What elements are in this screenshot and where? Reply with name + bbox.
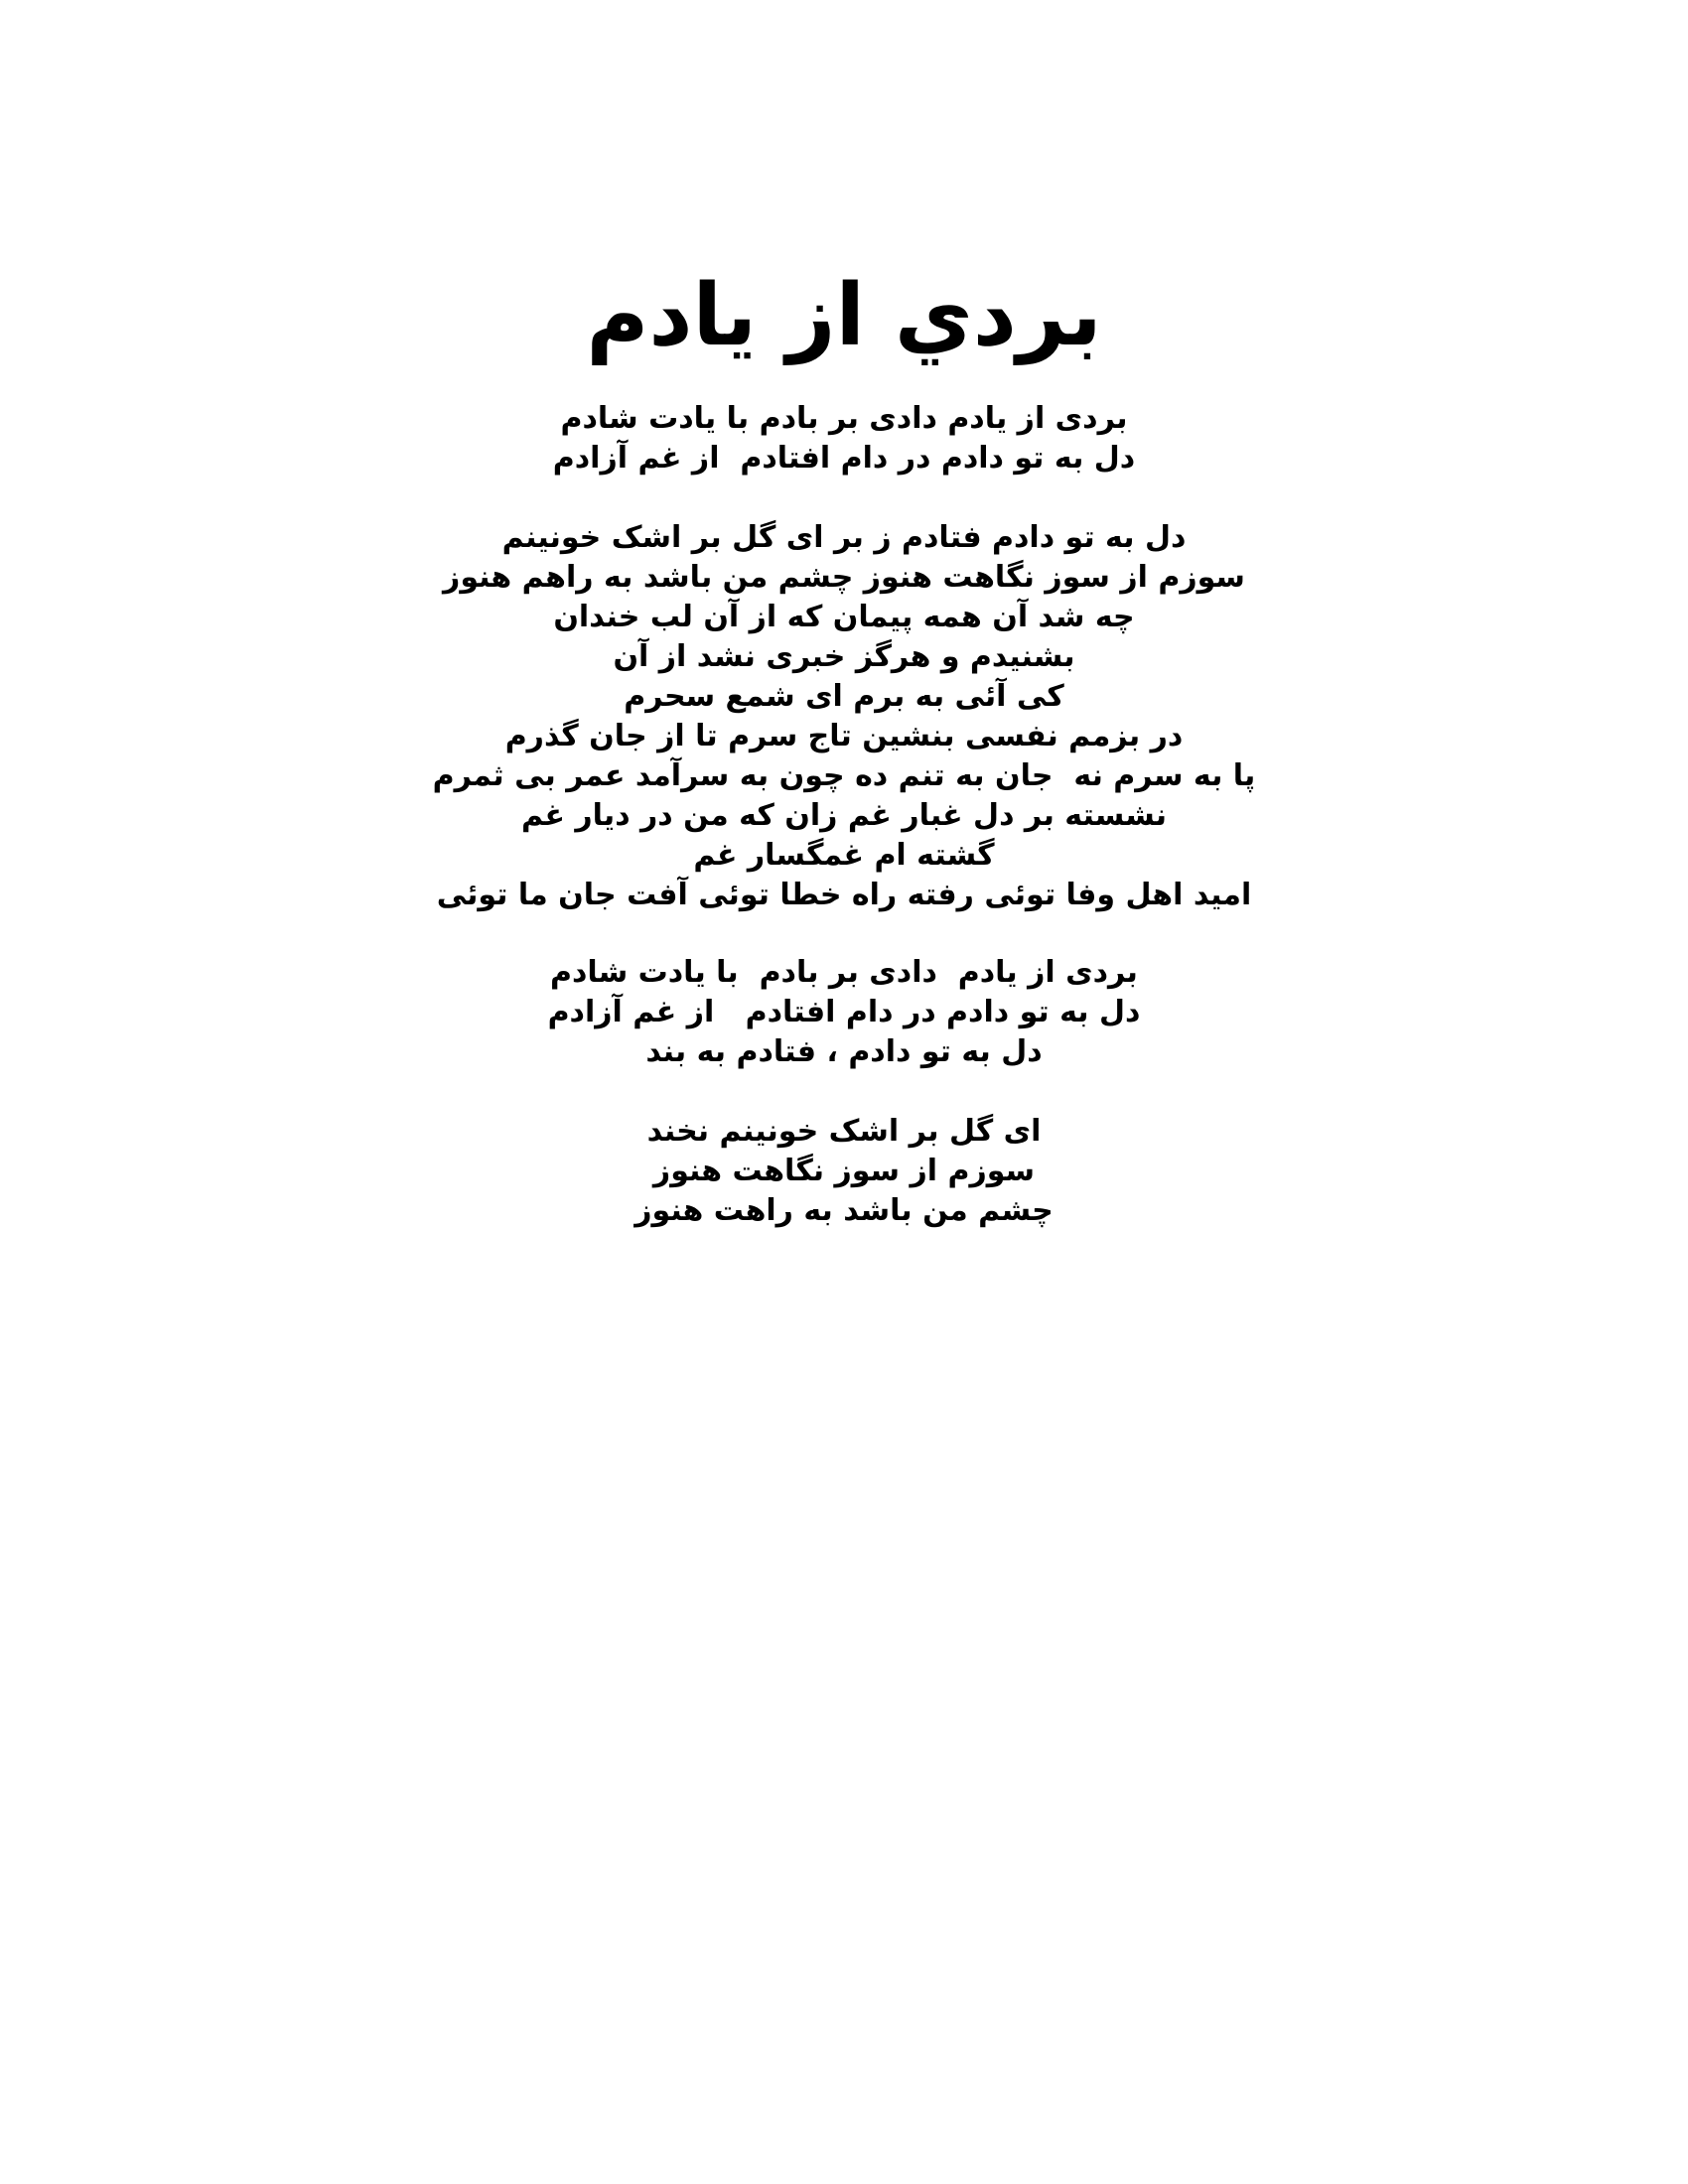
stanza-1 — [0, 399, 1688, 478]
poem-line: دل به تو دادم فتادم ز بر ای گل بر اشک خونینم — [501, 520, 1187, 555]
stanza-3 — [0, 953, 1688, 1072]
poem-line: بردی از یادم دادی بر بادم با یادت شادم — [550, 955, 1138, 990]
poem-line: نشسته بر دل غبار غم زان که من در دیار غم — [520, 798, 1168, 833]
page-title: بردي از يادم — [586, 266, 1102, 365]
poem-line: دل به تو دادم در دام افتادم از غم آزادم — [552, 441, 1136, 476]
poem-line: دل به تو دادم ، فتادم به بند — [645, 1034, 1043, 1069]
poem-line: چه شد آن همه پیمان که از آن لب خندان — [553, 600, 1135, 634]
poem-line: پا به سرم نه جان به تنم ده چون به سرآمد عمر بی ثمرم — [432, 758, 1256, 793]
poem-line: چشم من باشد به راهت هنوز — [634, 1193, 1054, 1228]
poem-line: کی آئی به برم ای شمع سحرم — [624, 679, 1064, 714]
poem-line: در بزمم نفسی بنشین تاج سرم تا از جان گذرم — [504, 719, 1184, 753]
stanza-2 — [0, 518, 1688, 915]
poem-line: سوزم از سوز نگاهت هنوز چشم من باشد به راهم هنوز — [443, 560, 1245, 595]
poem-line: بردی از یادم دادی بر بادم با یادت شادم — [560, 401, 1128, 436]
poem-line: گشته ام غمگسار غم — [693, 838, 995, 873]
poem-line: دل به تو دادم در دام افتادم از غم آزادم — [547, 995, 1141, 1029]
poem-line: بشنیدم و هرگز خبری نشد از آن — [613, 639, 1075, 674]
stanza-4 — [0, 1112, 1688, 1231]
poem-line: ای گل بر اشک خونینم نخند — [646, 1114, 1042, 1149]
poem-line: سوزم از سوز نگاهت هنوز — [652, 1154, 1036, 1188]
poem-line: امید اهل وفا توئی رفته راه خطا توئی آفت جان ما توئی — [436, 878, 1252, 912]
